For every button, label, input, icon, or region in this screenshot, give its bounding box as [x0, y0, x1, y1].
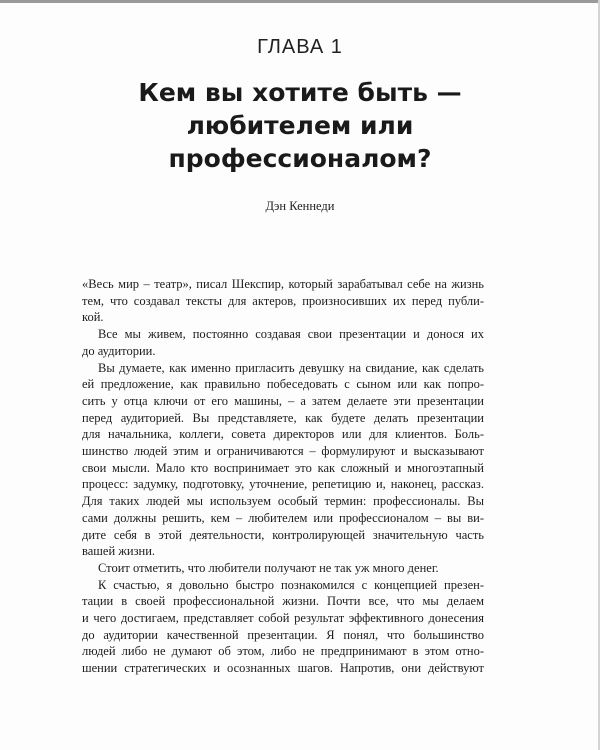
- chapter-label: ГЛАВА 1: [257, 36, 343, 58]
- body-line: «Весь мир – театр», писал Шекспир, который зарабатывал себе на жизнь: [82, 277, 484, 291]
- body-line: и чего достигаем, представляет собой результат эффективного донесения: [82, 611, 484, 626]
- chapter-title-line: Кем вы хотите быть —: [138, 78, 462, 107]
- body-line: Все мы живем, постоянно создавая свои презентации и донося их: [98, 327, 484, 342]
- body-line: до аудитории.: [82, 343, 156, 358]
- body-line: тем, что создавал тексты для актеров, произносивших их перед публи-: [82, 293, 484, 308]
- chapter-title-line: любителем или: [186, 111, 414, 140]
- body-text: [82, 276, 484, 677]
- body-line: кой.: [82, 310, 104, 325]
- body-line: шинство людей этим и ограничиваются – формулируют и высказывают: [82, 444, 484, 459]
- body-line: шении стратегических и осознанных шагов. Напротив, они действуют: [82, 661, 484, 676]
- body-line: дите себя в этой деятельности, контролирующей значительную часть: [82, 527, 484, 542]
- body-line: Для таких людей мы используем особый термин: профессионалы. Вы: [82, 494, 484, 509]
- body-line: Стоит отметить, что любители получают не так уж много денег.: [98, 560, 439, 575]
- body-line: сами должны решить, кем – любителем или профессионалом – вы ви-: [82, 510, 484, 525]
- chapter-title: [60, 76, 540, 175]
- body-line: людей либо не думают об этом, либо не предпринимают в этом отно-: [82, 644, 484, 659]
- chapter-title-line: профессионалом?: [168, 144, 432, 173]
- body-line: Вы думаете, как именно пригласить девушку на свидание, как сделать: [98, 360, 484, 375]
- body-line: вашей жизни.: [82, 544, 156, 559]
- body-line: процесс: задумку, подготовку, уточнение, репетицию и, наконец, рассказ.: [82, 477, 484, 492]
- body-line: К счастью, я довольно быстро познакомился с концепцией презен-: [98, 577, 484, 592]
- body-line: перед аудиторией. Вы представляете, как будете делать презентации: [82, 410, 484, 425]
- body-line: ей предложение, как правильно побеседовать с сыном или как попро-: [82, 377, 484, 392]
- body-line: тации в своей профессиональной жизни. Почти все, что мы делаем: [82, 594, 484, 609]
- body-line: свои мысли. Мало кто воспринимает это как сложный и многоэтапный: [82, 460, 484, 475]
- body-line: сить у отца ключи от его машины, – а затем делаете эти презентации: [82, 393, 484, 408]
- body-line: для начальника, коллеги, совета директоров или для клиентов. Боль-: [82, 427, 484, 442]
- page-top-edge: [0, 0, 600, 3]
- epigraph-author: Дэн Кеннеди: [265, 199, 335, 213]
- body-line: до аудитории качественной презентации. Я понял, что большинство: [82, 627, 484, 642]
